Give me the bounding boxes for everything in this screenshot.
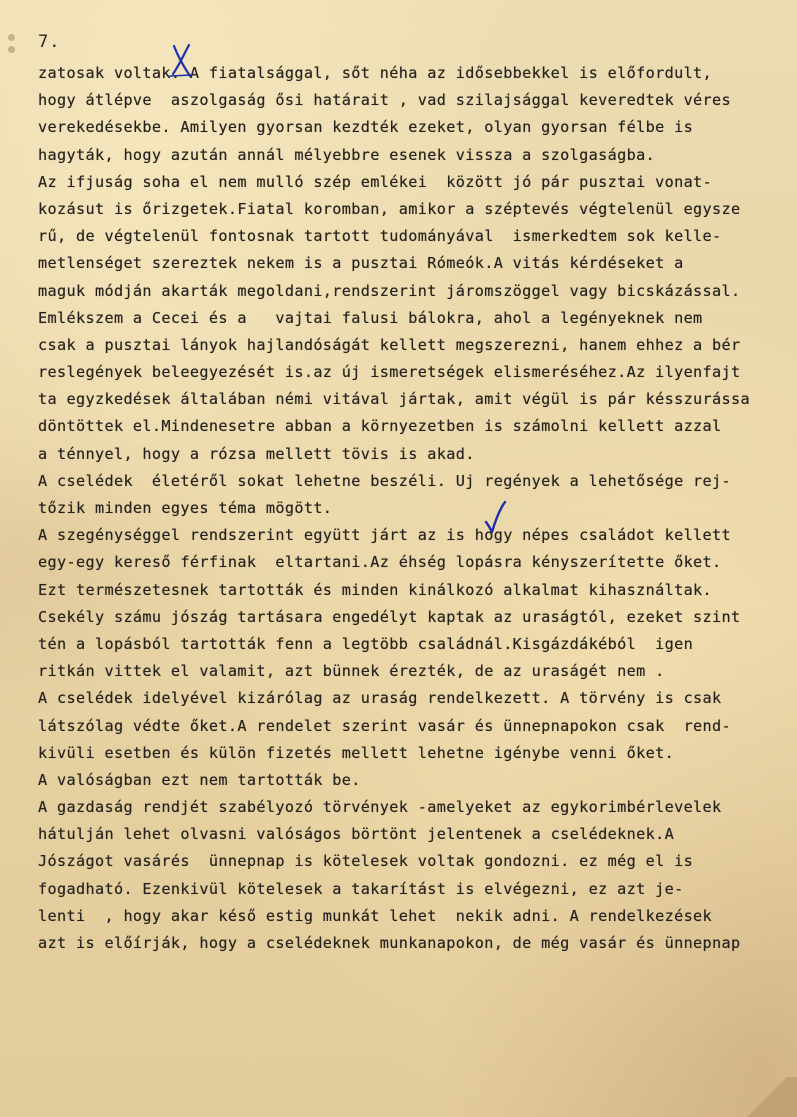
text-line: ta egyzkedések általában némi vitával jártak, amit végül is pár késszurássa [38,390,751,409]
text-line: egy-egy kereső férfinak eltartani.Az éhség lopásra kényszerítette őket. [38,553,722,572]
text-line: a ténnyel, hogy a rózsa mellett tövis is akad. [38,444,475,463]
text-line: Emlékszem a Cecei és a vajtai falusi bálokra, ahol a legényeknek nem [38,308,703,327]
text-line: lenti , hogy akar késő estig munkát lehet nekik adni. A rendelkezések [38,906,713,925]
punch-hole-mark [8,46,15,53]
text-line: tén a lopásból tartották fenn a legtöbb családnál.Kisgázdákéból igen [38,634,694,653]
text-line: A valóságban ezt nem tartották be. [38,770,361,789]
text-line: Jószágot vasárés ünnepnap is kötelesek voltak gondozni. ez még el is [38,852,694,871]
page-corner-shadow [737,1077,797,1117]
text-line: A gazdaság rendjét szabélyozó törvények -amelyeket az egykorimbérlevelek [38,798,722,817]
text-line: kozásut is őrizgetek.Fiatal koromban, amikor a széptevés végtelenül egysze [38,199,741,218]
text-line: látszólag védte őket.A rendelet szerint vasár és ünnepnapokon csak rend- [38,716,732,735]
text-line: döntöttek el.Mindenesetre abban a környezetben is számolni kellett azzal [38,417,722,436]
text-line: A szegénységgel rendszerint együtt járt az is hogy népes családot kellett [38,526,732,545]
text-line: csak a pusztai lányok hajlandóságát kellett megszerezni, hanem ehhez a bér [38,335,741,354]
text-line: A cselédek idelyével kizárólag az uraság rendelkezett. A törvény is csak [38,689,722,708]
text-line: hagyták, hogy azután annál mélyebbre esenek vissza a szolgaságba. [38,145,656,164]
text-line: tőzik minden egyes téma mögött. [38,499,333,517]
handwritten-x-mark-icon [168,42,196,80]
text-line: hátulján lehet olvasni valóságos börtönt jelentenek a cselédeknek.A [38,825,675,844]
text-line: metlenséget szereztek nekem is a pusztai Rómeók.A vitás kérdéseket a [38,254,684,273]
text-line: verekedésekbe. Amilyen gyorsan kezdték ezeket, olyan gyorsan félbe is [38,118,694,137]
text-line: Az ifjuság soha el nem mulló szép emlékei között jó pár pusztai vonat- [38,172,713,191]
text-line: fogadható. Ezenkivül kötelesek a takarítást is elvégezni, ez azt je- [38,879,684,898]
typed-text-body [38,60,783,957]
text-line: hogy átlépve aszolgaság ősi határait , vad szilajsággal keveredtek véres [38,91,732,110]
text-line: reslegények beleegyezését is.az új ismeretségek elismeréséhez.Az ilyenfajt [38,363,741,382]
text-line: Csekély számu jószág tartásara engedélyt kaptak az uraságtól, ezeket szint [38,607,741,626]
text-line: ritkán vittek el valamit, azt bünnek érezték, de az uraságét nem . [38,662,665,681]
text-line: kivüli esetben és külön fizetés mellett lehetne igénybe venni őket. [38,743,675,762]
punch-hole-mark [8,34,15,41]
text-line: A cselédek életéről sokat lehetne beszéli. Uj regények a lehetősége rej- [38,471,732,490]
text-line: rű, de végtelenül fontosnak tartott tudományával ismerkedtem sok kelle- [38,227,722,246]
text-line: maguk módján akarták megoldani,rendszerint járomszöggel vagy bicskázással. [38,281,741,300]
text-line: Ezt természetesnek tartották és minden kinálkozó alkalmat kihasználtak. [38,580,713,599]
handwritten-check-mark-icon [482,500,508,534]
page-number: 7. [38,32,61,52]
text-line: azt is előírják, hogy a cselédeknek munkanapokon, de még vasár és ünnepnap [38,934,741,952]
text-line: zatosak voltak. A fiatalsággal, sőt néha az idősebbekkel is előfordult, [38,64,713,82]
